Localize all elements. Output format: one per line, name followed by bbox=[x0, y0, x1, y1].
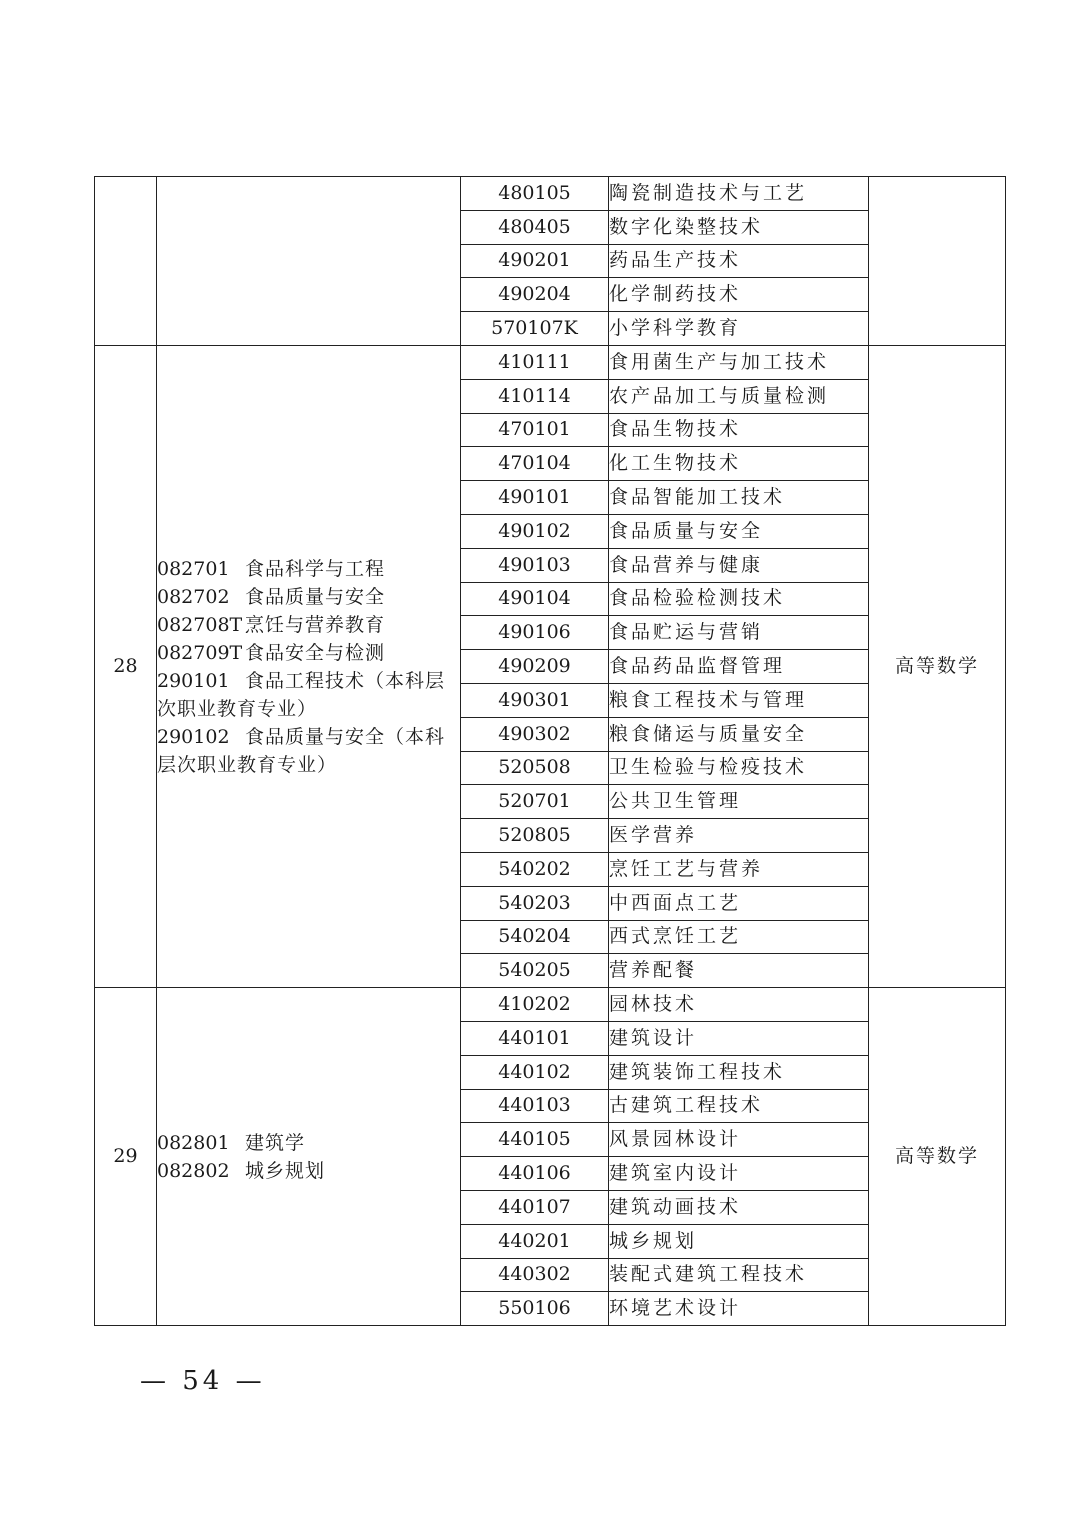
vocational-name-cell: 食用菌生产与加工技术 bbox=[609, 345, 869, 379]
vocational-code-cell: 540203 bbox=[461, 886, 609, 920]
vocational-name-cell: 化学制药技术 bbox=[609, 278, 869, 312]
group-index-cell: 29 bbox=[95, 988, 157, 1326]
vocational-name-cell: 食品质量与安全 bbox=[609, 514, 869, 548]
vocational-code-cell: 440302 bbox=[461, 1258, 609, 1292]
major-name: 食品科学与工程 bbox=[245, 557, 386, 580]
vocational-code-cell: 490302 bbox=[461, 717, 609, 751]
vocational-name-cell: 粮食工程技术与管理 bbox=[609, 683, 869, 717]
major-name: 建筑学 bbox=[245, 1131, 306, 1154]
major-correspondence-table bbox=[94, 176, 1006, 1326]
major-name: 食品工程技术（本科层 bbox=[245, 669, 446, 692]
vocational-name-cell: 西式烹饪工艺 bbox=[609, 920, 869, 954]
vocational-name-cell: 食品营养与健康 bbox=[609, 548, 869, 582]
major-line bbox=[157, 723, 460, 751]
vocational-name-cell: 中西面点工艺 bbox=[609, 886, 869, 920]
major-line bbox=[157, 639, 460, 667]
table-row bbox=[95, 177, 1006, 211]
vocational-name-cell: 建筑室内设计 bbox=[609, 1157, 869, 1191]
vocational-name-cell: 卫生检验与检疫技术 bbox=[609, 751, 869, 785]
major-code: 082708T bbox=[157, 613, 243, 636]
major-name: 次职业教育专业） bbox=[157, 697, 318, 720]
vocational-code-cell: 440105 bbox=[461, 1123, 609, 1157]
vocational-name-cell: 小学科学教育 bbox=[609, 312, 869, 346]
vocational-code-cell: 410111 bbox=[461, 345, 609, 379]
vocational-code-cell: 570107K bbox=[461, 312, 609, 346]
major-name: 城乡规划 bbox=[245, 1159, 326, 1182]
vocational-code-cell: 440106 bbox=[461, 1157, 609, 1191]
vocational-code-cell: 490201 bbox=[461, 244, 609, 278]
vocational-code-cell: 540204 bbox=[461, 920, 609, 954]
major-code: 082802 bbox=[157, 1159, 230, 1182]
vocational-code-cell: 540202 bbox=[461, 852, 609, 886]
vocational-name-cell: 古建筑工程技术 bbox=[609, 1089, 869, 1123]
vocational-code-cell: 550106 bbox=[461, 1292, 609, 1326]
major-line bbox=[157, 583, 460, 611]
vocational-code-cell: 440102 bbox=[461, 1055, 609, 1089]
vocational-code-cell: 490301 bbox=[461, 683, 609, 717]
major-code: 082709T bbox=[157, 641, 243, 664]
major-line bbox=[157, 667, 460, 695]
vocational-name-cell: 食品药品监督管理 bbox=[609, 650, 869, 684]
vocational-name-cell: 环境艺术设计 bbox=[609, 1292, 869, 1326]
vocational-name-cell: 陶瓷制造技术与工艺 bbox=[609, 177, 869, 211]
vocational-name-cell: 风景园林设计 bbox=[609, 1123, 869, 1157]
vocational-name-cell: 数字化染整技术 bbox=[609, 210, 869, 244]
vocational-code-cell: 520508 bbox=[461, 751, 609, 785]
group-index-cell: 28 bbox=[95, 345, 157, 987]
undergrad-majors-cell bbox=[157, 988, 461, 1326]
major-line bbox=[157, 751, 460, 779]
vocational-name-cell: 建筑设计 bbox=[609, 1021, 869, 1055]
vocational-code-cell: 520805 bbox=[461, 819, 609, 853]
major-code: 082702 bbox=[157, 585, 230, 608]
vocational-name-cell: 医学营养 bbox=[609, 819, 869, 853]
vocational-code-cell: 410114 bbox=[461, 379, 609, 413]
vocational-name-cell: 装配式建筑工程技术 bbox=[609, 1258, 869, 1292]
vocational-name-cell: 食品生物技术 bbox=[609, 413, 869, 447]
vocational-name-cell: 建筑动画技术 bbox=[609, 1190, 869, 1224]
major-line bbox=[157, 1157, 460, 1185]
vocational-name-cell: 食品检验检测技术 bbox=[609, 582, 869, 616]
vocational-code-cell: 490204 bbox=[461, 278, 609, 312]
vocational-name-cell: 粮食储运与质量安全 bbox=[609, 717, 869, 751]
vocational-code-cell: 410202 bbox=[461, 988, 609, 1022]
major-name: 层次职业教育专业） bbox=[157, 753, 338, 776]
major-line bbox=[157, 555, 460, 583]
page-number: — 54 — bbox=[140, 1366, 266, 1396]
undergrad-majors-cell bbox=[157, 177, 461, 346]
vocational-name-cell: 化工生物技术 bbox=[609, 447, 869, 481]
vocational-code-cell: 440201 bbox=[461, 1224, 609, 1258]
vocational-code-cell: 440103 bbox=[461, 1089, 609, 1123]
vocational-code-cell: 490101 bbox=[461, 481, 609, 515]
vocational-code-cell: 540205 bbox=[461, 954, 609, 988]
major-code: 290102 bbox=[157, 725, 230, 748]
major-code: 082801 bbox=[157, 1131, 230, 1154]
vocational-code-cell: 520701 bbox=[461, 785, 609, 819]
vocational-code-cell: 490209 bbox=[461, 650, 609, 684]
vocational-name-cell: 食品智能加工技术 bbox=[609, 481, 869, 515]
major-name: 食品质量与安全 bbox=[245, 585, 386, 608]
vocational-name-cell: 营养配餐 bbox=[609, 954, 869, 988]
vocational-name-cell: 公共卫生管理 bbox=[609, 785, 869, 819]
major-name: 烹饪与营养教育 bbox=[245, 613, 386, 636]
exam-subject-cell: 高等数学 bbox=[869, 345, 1006, 987]
vocational-code-cell: 470104 bbox=[461, 447, 609, 481]
vocational-code-cell: 480405 bbox=[461, 210, 609, 244]
vocational-code-cell: 440101 bbox=[461, 1021, 609, 1055]
major-line bbox=[157, 611, 460, 639]
major-line bbox=[157, 1129, 460, 1157]
major-line bbox=[157, 695, 460, 723]
vocational-name-cell: 食品贮运与营销 bbox=[609, 616, 869, 650]
vocational-code-cell: 470101 bbox=[461, 413, 609, 447]
vocational-name-cell: 药品生产技术 bbox=[609, 244, 869, 278]
table-row bbox=[95, 345, 1006, 379]
vocational-name-cell: 烹饪工艺与营养 bbox=[609, 852, 869, 886]
vocational-code-cell: 490106 bbox=[461, 616, 609, 650]
vocational-name-cell: 城乡规划 bbox=[609, 1224, 869, 1258]
major-code: 082701 bbox=[157, 557, 230, 580]
vocational-code-cell: 490102 bbox=[461, 514, 609, 548]
table-row bbox=[95, 988, 1006, 1022]
group-index-cell bbox=[95, 177, 157, 346]
vocational-name-cell: 农产品加工与质量检测 bbox=[609, 379, 869, 413]
vocational-name-cell: 园林技术 bbox=[609, 988, 869, 1022]
undergrad-majors-cell bbox=[157, 345, 461, 987]
vocational-code-cell: 490104 bbox=[461, 582, 609, 616]
vocational-code-cell: 490103 bbox=[461, 548, 609, 582]
major-code: 290101 bbox=[157, 669, 230, 692]
major-name: 食品安全与检测 bbox=[245, 641, 386, 664]
exam-subject-cell bbox=[869, 177, 1006, 346]
exam-subject-cell: 高等数学 bbox=[869, 988, 1006, 1326]
vocational-name-cell: 建筑装饰工程技术 bbox=[609, 1055, 869, 1089]
major-name: 食品质量与安全（本科 bbox=[245, 725, 446, 748]
vocational-code-cell: 440107 bbox=[461, 1190, 609, 1224]
table-body bbox=[95, 177, 1006, 1326]
vocational-code-cell: 480105 bbox=[461, 177, 609, 211]
